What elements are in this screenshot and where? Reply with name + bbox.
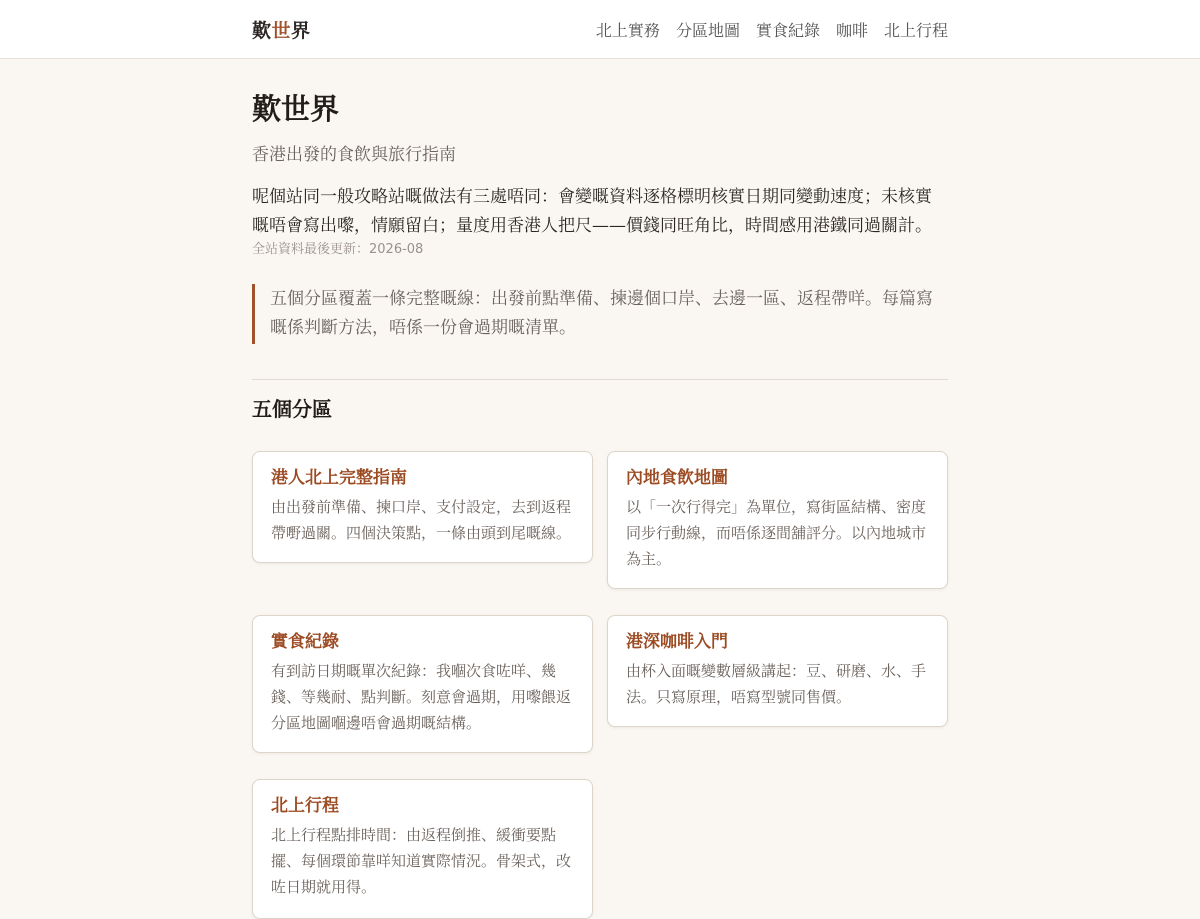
card-title: 內地食飲地圖: [626, 468, 728, 488]
top-bar: [0, 0, 1200, 59]
main-content: [252, 59, 948, 911]
nav-link-itinerary[interactable]: 北上行程: [883, 20, 948, 40]
logo-text-1: 歎: [252, 19, 272, 42]
logo-text-accent: 世: [271, 19, 292, 42]
main-nav: [596, 18, 948, 41]
nav-link-coffee[interactable]: 咖啡: [835, 20, 868, 40]
page-subtitle: 香港出發的食飲與旅行指南: [252, 145, 456, 165]
intro-text: 呢個站同一般攻略站嘅做法有三處唔同：會變嘅資料逐格標明核實日期同變動速度；未核實嘅唔會寫出嚟，情願留白；量度用香港人把尺——價錢同旺角比，時間感用港鐵同過關計。: [252, 187, 932, 236]
section-title: 五個分區: [252, 397, 332, 421]
top-bar-inner: [252, 0, 948, 58]
card-description: 以「一次行得完」為單位，寫街區結構、密度同步行動線，而唔係逐間舖評分。以內地城市為主。: [626, 498, 927, 568]
card-northbound-guide[interactable]: [252, 451, 593, 563]
card-title: 實食紀錄: [271, 632, 339, 652]
card-title: 港人北上完整指南: [271, 468, 407, 488]
logo-text-2: 界: [291, 19, 311, 42]
card-itinerary[interactable]: [252, 779, 593, 919]
summary-quote: 五個分區覆蓋一條完整嘅線：出發前點準備、揀邊個口岸、去邊一區、返程帶咩。每篇寫嘅係判斷方法，唔係一份會過期嘅清單。: [252, 284, 948, 344]
card-coffee-intro[interactable]: [607, 615, 948, 727]
card-food-records[interactable]: [252, 615, 593, 753]
card-description: 由杯入面嘅變數層級講起：豆、研磨、水、手法。只寫原理，唔寫型號同售價。: [626, 662, 927, 706]
section-divider: [252, 379, 948, 380]
nav-link-northbound[interactable]: 北上實務: [595, 20, 660, 40]
card-description: 有到訪日期嘅單次紀錄：我嗰次食咗咩、幾錢、等幾耐、點判斷。刻意會過期，用嚟餵返分區地圖嗰邊唔會過期嘅結構。: [271, 662, 572, 732]
card-title: 港深咖啡入門: [626, 632, 728, 652]
page-title: 歎世界: [252, 92, 340, 126]
section-cards: [252, 451, 948, 911]
card-description: 由出發前準備、揀口岸、支付設定，去到返程帶嘢過關。四個決策點，一條由頭到尾嘅線。: [271, 498, 572, 542]
card-food-map[interactable]: [607, 451, 948, 589]
card-title: 北上行程: [271, 796, 339, 816]
nav-link-food-records[interactable]: 實食紀錄: [755, 20, 820, 40]
site-logo[interactable]: [252, 16, 311, 43]
nav-link-district-map[interactable]: 分區地圖: [675, 20, 740, 40]
card-description: 北上行程點排時間：由返程倒推、緩衝要點擺、每個環節靠咩知道實際情況。骨架式，改咗日期就用得。: [271, 826, 572, 896]
last-updated: 全站資料最後更新：2026-08: [252, 242, 424, 257]
